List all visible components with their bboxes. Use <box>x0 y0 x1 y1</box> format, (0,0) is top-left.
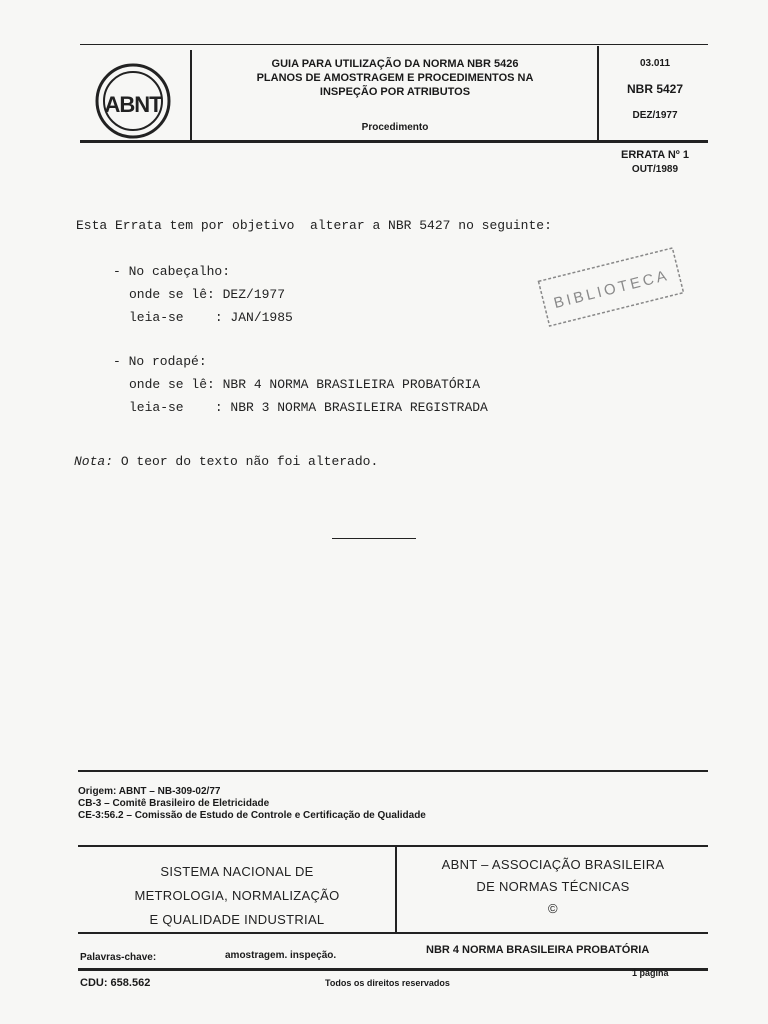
sinmetro-line: SISTEMA NACIONAL DE <box>160 864 314 879</box>
end-rule <box>332 538 416 539</box>
errata-date: OUT/1989 <box>631 164 679 175</box>
footer-box-divider <box>395 845 397 933</box>
footer-box-top <box>78 845 708 847</box>
footer-bottom-rule <box>78 968 708 971</box>
page-count: 1 página <box>632 968 669 978</box>
document-subtitle: Procedimento <box>361 122 429 133</box>
origin-block <box>78 786 426 822</box>
errata-intro: Esta Errata tem por objetivo alterar a NBR 5427 no seguinte: <box>76 218 552 233</box>
origin-line: CE-3:56.2 – Comissão de Estudo de Controle e Certificação de Qualidade <box>78 810 426 821</box>
standard-date: DEZ/1977 <box>632 110 678 121</box>
section-header-new: leia-se : JAN/1985 <box>129 310 293 325</box>
classification-code: 03.011 <box>639 58 671 69</box>
sinmetro-block <box>80 860 394 932</box>
note-label: Nota: <box>74 454 114 469</box>
standard-number: NBR 5427 <box>626 82 684 96</box>
header-bottom-rule <box>80 140 708 143</box>
title-line: GUIA PARA UTILIZAÇÃO DA NORMA NBR 5426 <box>271 58 519 70</box>
library-stamp <box>536 246 686 329</box>
document-title <box>195 57 595 99</box>
section-header-old: onde se lê: DEZ/1977 <box>129 287 286 302</box>
title-line: INSPEÇÃO POR ATRIBUTOS <box>319 86 471 98</box>
abnt-line: DE NORMAS TÉCNICAS <box>476 879 630 894</box>
origin-line: Origem: ABNT – NB-309-02/77 <box>78 786 221 797</box>
header-divider-right <box>597 46 599 140</box>
title-line: PLANOS DE AMOSTRAGEM E PROCEDIMENTOS NA <box>256 72 534 84</box>
header-divider-left <box>190 50 192 140</box>
norm-type: NBR 4 NORMA BRASILEIRA PROBATÓRIA <box>426 944 650 956</box>
cdu: CDU: 658.562 <box>80 977 151 989</box>
section-footer-new: leia-se : NBR 3 NORMA BRASILEIRA REGISTRADA <box>129 400 488 415</box>
abnt-logo <box>94 62 172 140</box>
stamp-text: BIBLIOTECA <box>552 266 672 312</box>
footer-top-rule <box>78 770 708 772</box>
abnt-block <box>398 854 708 920</box>
rights: Todos os direitos reservados <box>325 978 450 988</box>
origin-line: CB-3 – Comitê Brasileiro de Eletricidade <box>78 798 270 809</box>
copyright-symbol: © <box>548 901 558 916</box>
note-text: O teor do texto não foi alterado. <box>113 454 379 469</box>
sinmetro-line: E QUALIDADE INDUSTRIAL <box>149 912 325 927</box>
sinmetro-line: METROLOGIA, NORMALIZAÇÃO <box>134 888 340 903</box>
errata-label: ERRATA Nº 1 <box>621 149 689 161</box>
note <box>74 454 378 469</box>
keywords: amostragem. inspeção. <box>225 950 337 961</box>
abnt-line: ABNT – ASSOCIAÇÃO BRASILEIRA <box>441 857 665 872</box>
section-footer-heading: - No rodapé: <box>113 354 207 369</box>
header-top-rule <box>80 44 708 45</box>
footer-box-bottom <box>78 932 708 934</box>
section-footer-old: onde se lê: NBR 4 NORMA BRASILEIRA PROBATÓRIA <box>129 377 481 392</box>
keywords-label: Palavras-chave: <box>80 952 157 963</box>
section-header-heading: - No cabeçalho: <box>113 264 231 279</box>
logo-text: ABNT <box>104 92 162 117</box>
